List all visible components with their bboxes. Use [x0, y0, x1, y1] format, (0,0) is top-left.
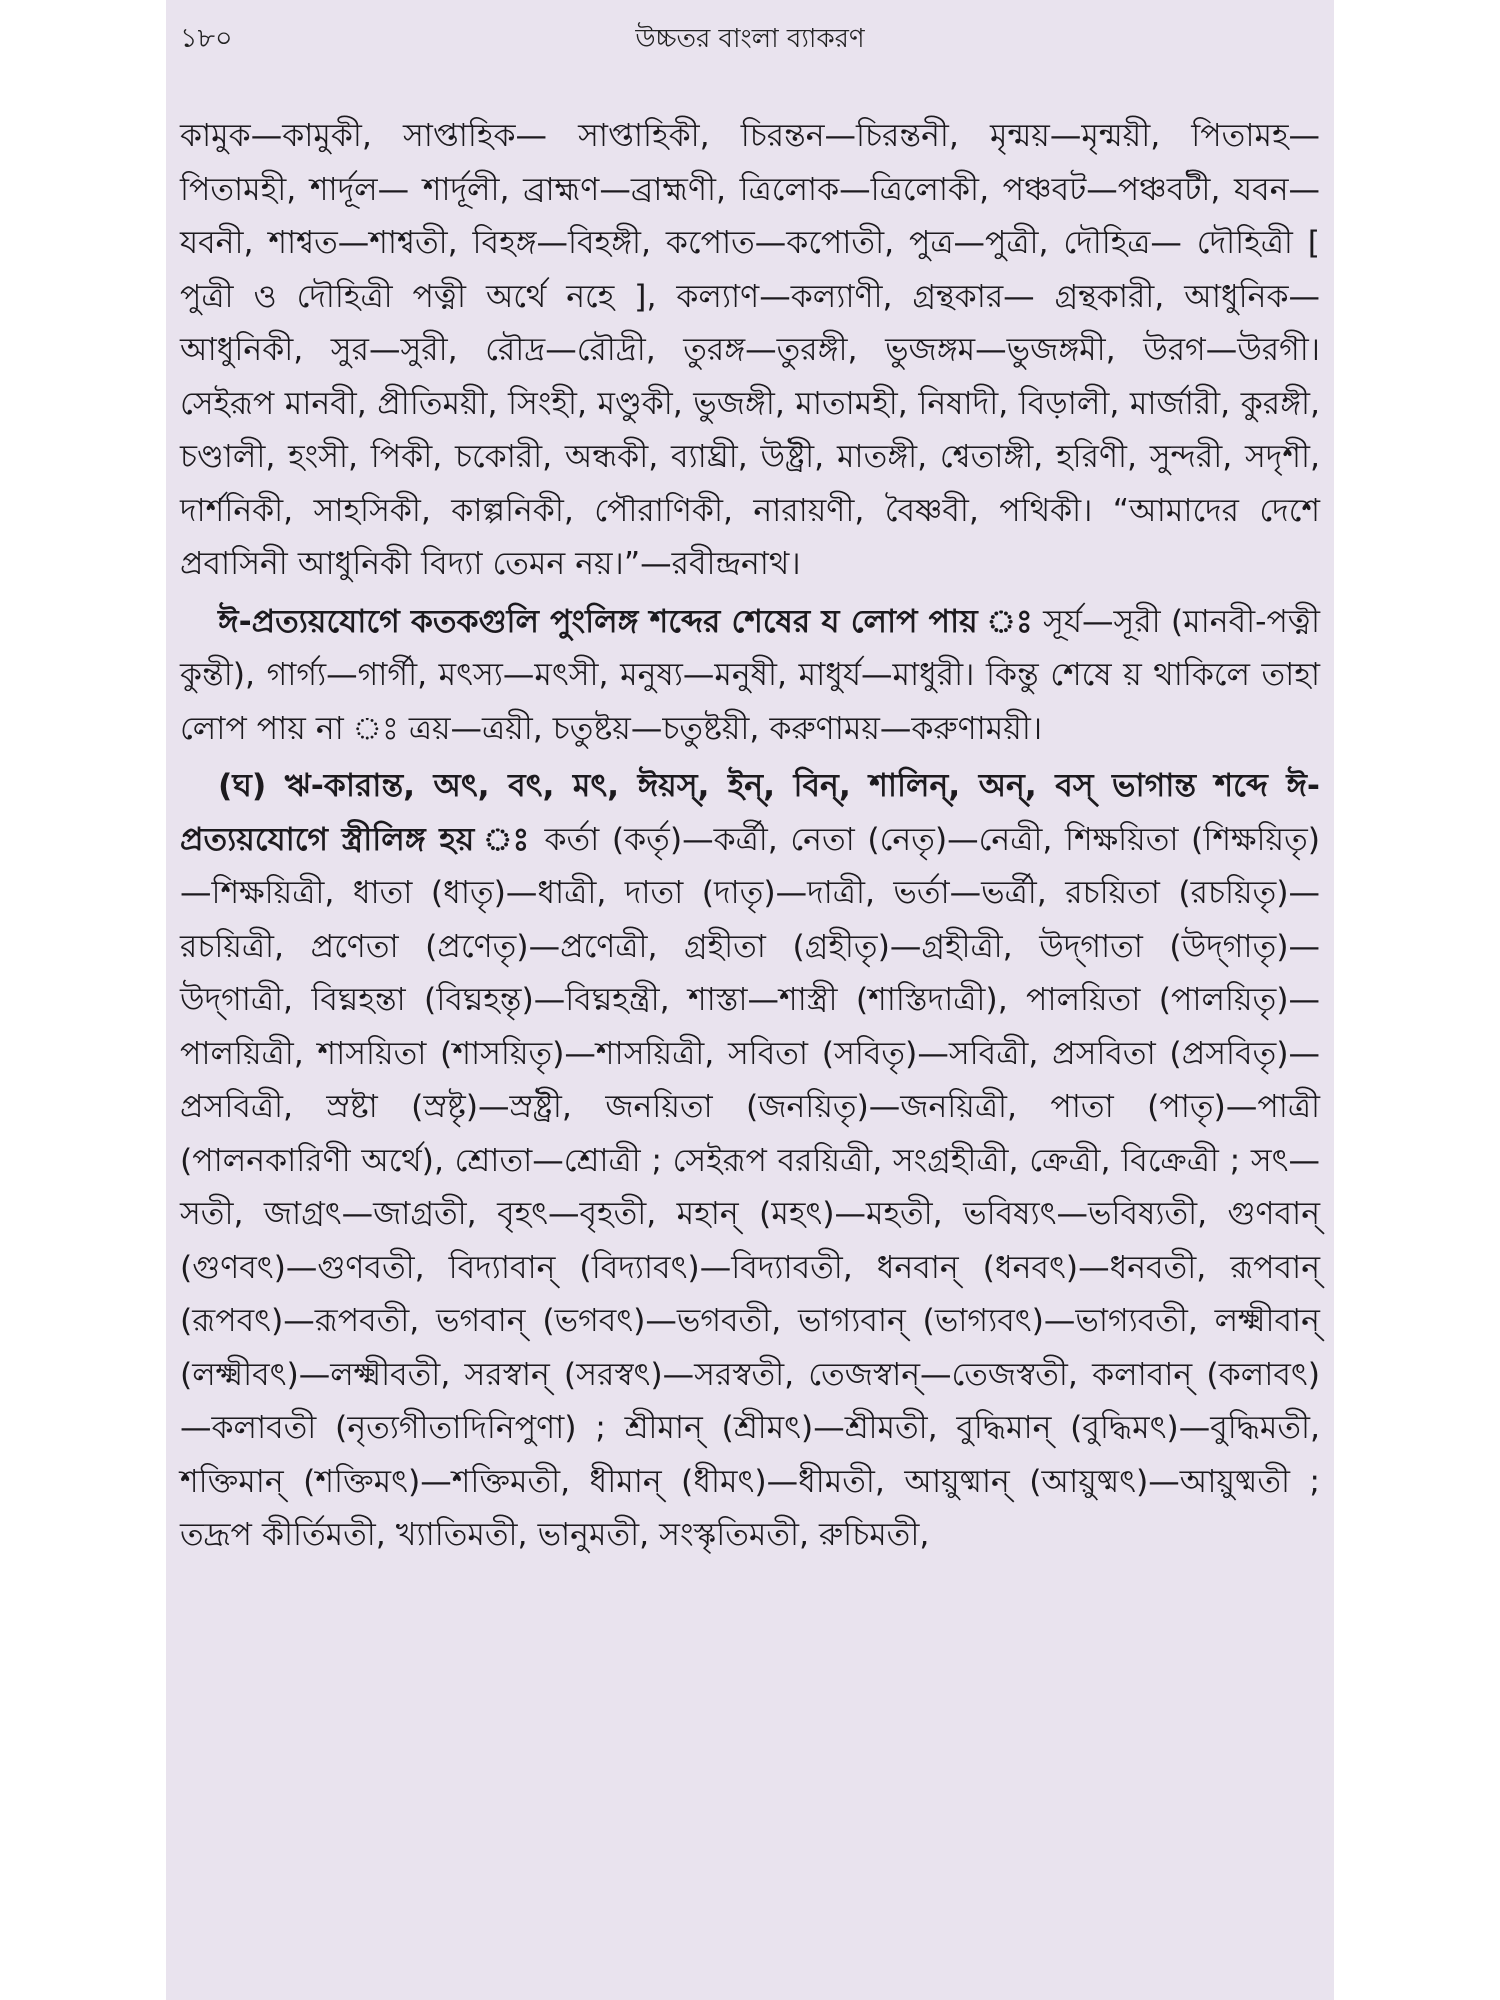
paragraph — [180, 596, 1320, 757]
text-run: সূর্য—সূরী (মানবী-পত্নী কুন্তী), গার্গ্য—গার্গী, মৎস্য—মৎসী, মনুষ্য—মনুষী, মাধুর্য—মাধুরী। কিন্তু শেষে য় থাকিলে তাহা লোপ পায় না ঃ ত্রয়—ত্রয়ী, চতুষ্টয়—চতুষ্টয়ী, করুণাময়—করুণাময়ী। — [180, 603, 1320, 747]
page-header — [180, 14, 1320, 58]
bold-text-run: (ঘ) ঋ-কারান্ত, অৎ, বৎ, মৎ, ঈয়স্, ইন্, বিন্, শালিন্, অন্, বস্ ভাগান্ত শব্দে ঈ-প্রত্যয়যোগে স্ত্রীলিঙ্গ হয় ঃ — [180, 768, 1320, 858]
running-title: উচ্চতর বাংলা ব্যাকরণ — [635, 24, 865, 54]
page-number: ১৮০ — [180, 23, 233, 54]
bold-text-run: ঈ-প্রত্যয়যোগে কতকগুলি পুংলিঙ্গ শব্দের শেষের য লোপ পায় ঃ — [218, 603, 1033, 640]
body-text — [180, 110, 1320, 1563]
text-run: কামুক—কামুকী, সাপ্তাহিক— সাপ্তাহিকী, চিরন্তন—চিরন্তনী, মৃন্ময়—মৃন্ময়ী, পিতামহ—পিতামহী, শার্দূল— শার্দূলী, ব্রাহ্মণ—ব্রাহ্মণী, ত্রিলোক—ত্রিলোকী, পঞ্চবট—পঞ্চবটী, যবন—যবনী, শাশ্বত—শাশ্বতী, বিহঙ্গ—বিহঙ্গী, কপোত—কপোতী, পুত্র—পুত্রী, দৌহিত্র— দৌহিত্রী [ পুত্রী ও দৌহিত্রী পত্নী অর্থে নহে ], কল্যাণ—কল্যাণী, গ্রন্থকার— গ্রন্থকারী, আধুনিক—আধুনিকী, সুর—সুরী, রৌদ্র—রৌদ্রী, তুরঙ্গ—তুরঙ্গী, ভুজঙ্গম—ভুজঙ্গমী, উরগ—উরগী। সেইরূপ মানবী, প্রীতিময়ী, সিংহী, মণ্ডুকী, ভুজঙ্গী, মাতামহী, নিষাদী, বিড়ালী, মার্জারী, কুরঙ্গী, চণ্ডালী, হংসী, পিকী, চকোরী, অন্ধকী, ব্যাঘ্রী, উষ্ট্রী, মাতঙ্গী, শ্বেতাঙ্গী, হরিণী, সুন্দরী, সদৃশী, দার্শনিকী, সাহসিকী, কাল্পনিকী, পৌরাণিকী, নারায়ণী, বৈষ্ণবী, পথিকী। “আমাদের দেশে প্রবাসিনী আধুনিকী বিদ্যা তেমন নয়।”—রবীন্দ্রনাথ। — [180, 118, 1320, 582]
paragraph — [180, 760, 1320, 1563]
text-run: কর্তা (কর্তৃ)—কর্ত্রী, নেতা (নেতৃ)—নেত্রী, শিক্ষয়িতা (শিক্ষয়িতৃ)—শিক্ষয়িত্রী, ধাতা (ধাতৃ)—ধাত্রী, দাতা (দাতৃ)—দাত্রী, ভর্তা—ভর্ত্রী, রচয়িতা (রচয়িতৃ)—রচয়িত্রী, প্রণেতা (প্রণেতৃ)—প্রণেত্রী, গ্রহীতা (গ্রহীতৃ)—গ্রহীত্রী, উদ্‌গাতা (উদ্‌গাতৃ)—উদ্‌গাত্রী, বিঘ্নহন্তা (বিঘ্নহন্তৃ)—বিঘ্নহন্ত্রী, শাস্তা—শাস্ত্রী (শাস্তিদাত্রী), পালয়িতা (পালয়িতৃ)—পালয়িত্রী, শাসয়িতা (শাসয়িতৃ)—শাসয়িত্রী, সবিতা (সবিতৃ)—সবিত্রী, প্রসবিতা (প্রসবিতৃ)—প্রসবিত্রী, স্রষ্টা (স্রষ্টৃ)—স্রষ্ট্রী, জনয়িতা (জনয়িতৃ)—জনয়িত্রী, পাতা (পাতৃ)—পাত্রী (পালনকারিণী অর্থে), শ্রোতা—শ্রোত্রী ; সেইরূপ বরয়িত্রী, সংগ্রহীত্রী, ক্রেত্রী, বিক্রেত্রী ; সৎ—সতী, জাগ্রৎ—জাগ্রতী, বৃহৎ—বৃহতী, মহান্ (মহৎ)—মহতী, ভবিষ্যৎ—ভবিষ্যতী, গুণবান্ (গুণবৎ)—গুণবতী, বিদ্যাবান্ (বিদ্যাবৎ)—বিদ্যাবতী, ধনবান্ (ধনবৎ)—ধনবতী, রূপবান্ (রূপবৎ)—রূপবতী, ভগবান্ (ভগবৎ)—ভগবতী, ভাগ্যবান্ (ভাগ্যবৎ)—ভাগ্যবতী, লক্ষ্মীবান্ (লক্ষ্মীবৎ)—লক্ষ্মীবতী, সরস্বান্ (সরস্বৎ)—সরস্বতী, তেজস্বান্—তেজস্বতী, কলাবান্ (কলাবৎ)—কলাবতী (নৃত্যগীতাদিনিপুণা) ; শ্রীমান্ (শ্রীমৎ)—শ্রীমতী, বুদ্ধিমান্ (বুদ্ধিমৎ)—বুদ্ধিমতী, শক্তিমান্ (শক্তিমৎ)—শক্তিমতী, ধীমান্ (ধীমৎ)—ধীমতী, আয়ুষ্মান্ (আয়ুষ্মৎ)—আয়ুষ্মতী ; তদ্রূপ কীর্তিমতী, খ্যাতিমতী, ভানুমতী, সংস্কৃতিমতী, রুচিমতী, — [180, 821, 1320, 1553]
paragraph — [180, 110, 1320, 592]
book-page — [166, 0, 1334, 2000]
